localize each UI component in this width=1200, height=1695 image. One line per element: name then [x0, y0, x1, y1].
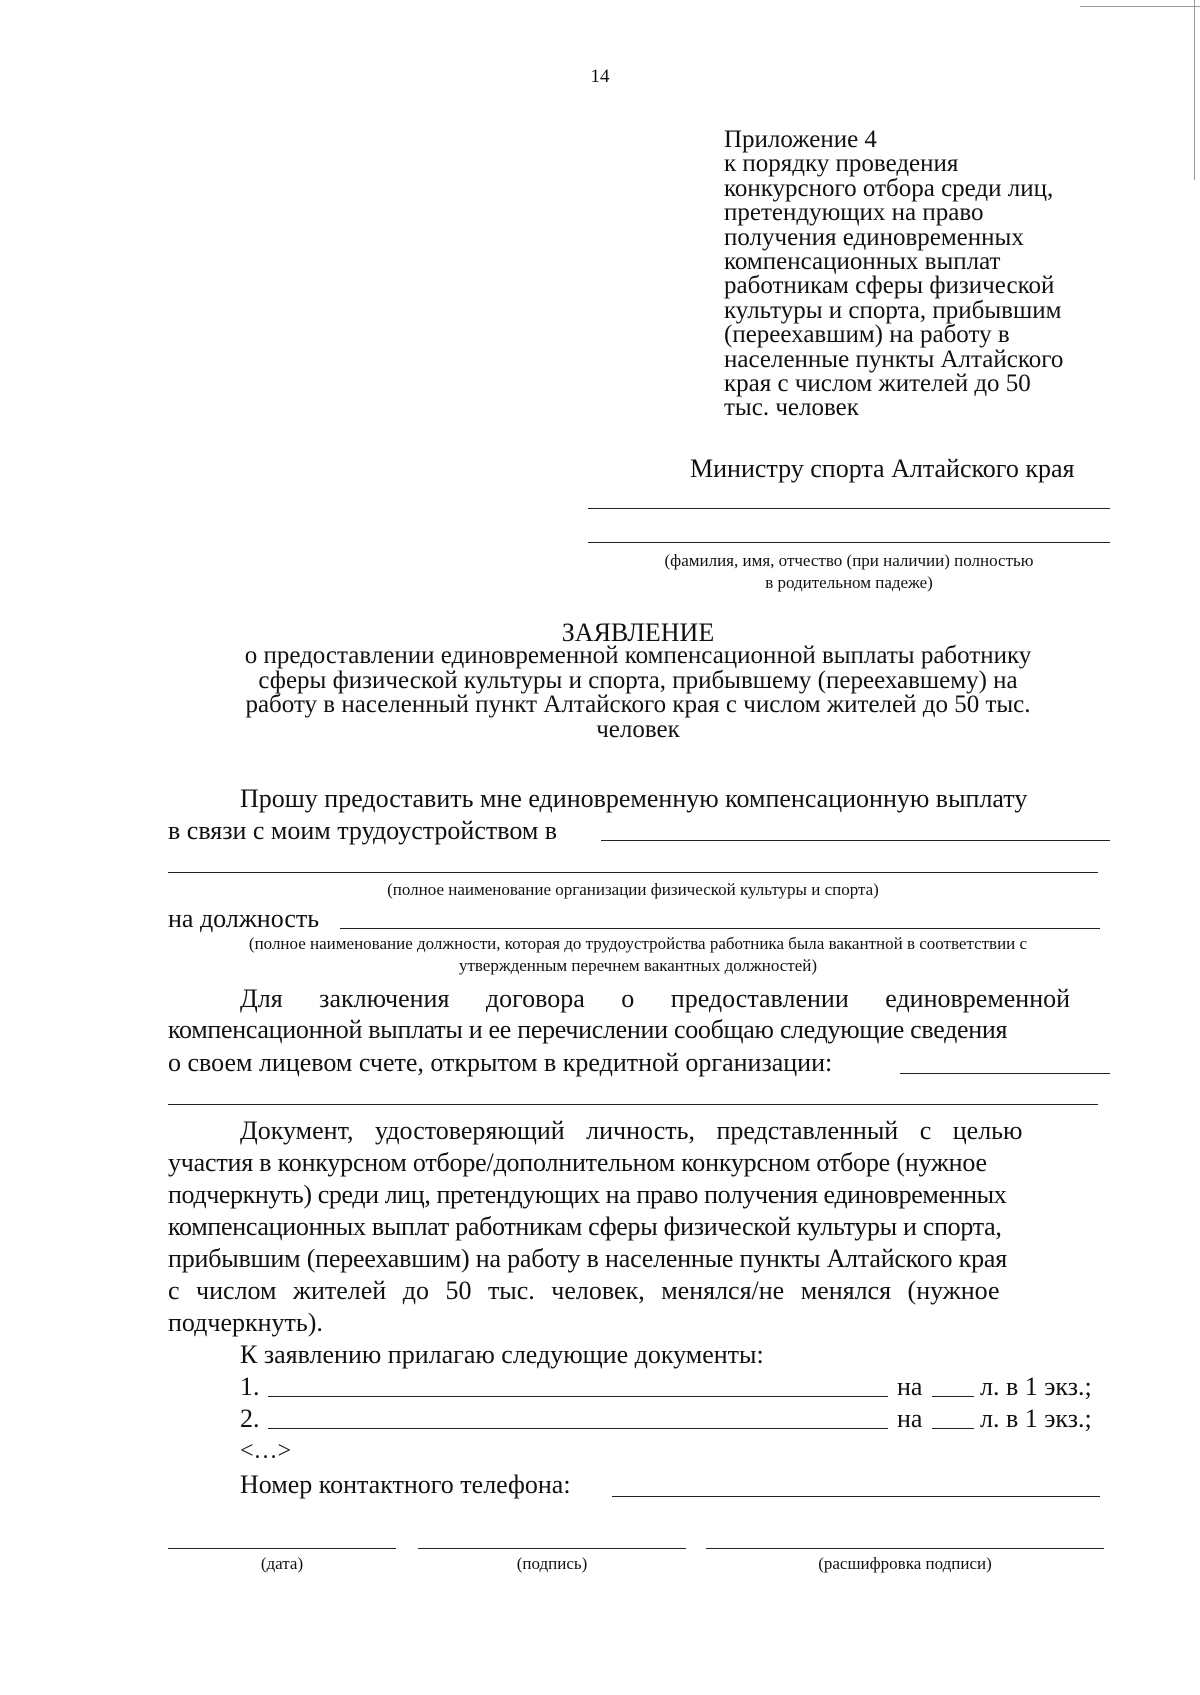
annex-line: края с числом жителей до 50 — [724, 370, 1031, 398]
identity-line-1: Документ, удостоверяющий личность, представленный с целью — [240, 1116, 1023, 1145]
annex-line: конкурсного отбора среди лиц, — [724, 174, 1054, 202]
signature-decode-field[interactable] — [706, 1548, 1104, 1549]
account-line-1: Для заключения договора о предоставлении единовременной — [240, 984, 1071, 1013]
subtitle-line: сферы физической культуры и спорта, прибывшему (переехавшему) на — [258, 666, 1018, 694]
signature-field[interactable] — [418, 1548, 686, 1549]
page-edge-right — [1194, 0, 1195, 180]
organization-field-continuation[interactable] — [168, 872, 1098, 873]
annex-line: тыс. человек — [724, 394, 859, 422]
position-label: на должность — [168, 904, 320, 933]
attachment-suffix: л. в 1 экз.; — [980, 1404, 1092, 1433]
account-line-3: о своем лицевом счете, открытом в кредитной организации: — [168, 1048, 833, 1077]
addressee-name-line-1[interactable] — [588, 508, 1110, 509]
addressee-title: Министру спорта Алтайского края — [690, 454, 1075, 483]
identity-line-5: прибывшим (переехавшим) на работу в населенные пункты Алтайского края — [168, 1244, 1007, 1273]
account-line-2: компенсационной выплаты и ее перечислении сообщаю следующие сведения — [168, 1015, 1008, 1044]
date-caption: (дата) — [260, 1554, 304, 1573]
identity-line-6: с числом жителей до 50 тыс. человек, менялся/не менялся (нужное — [168, 1276, 1000, 1305]
addressee-name-line-2[interactable] — [588, 542, 1110, 543]
addressee-caption-1: (фамилия, имя, отчество (при наличии) полностью — [664, 551, 1034, 570]
signature-decode-caption: (расшифровка подписи) — [818, 1554, 992, 1573]
page-number: 14 — [590, 66, 610, 87]
annex-line: культуры и спорта, прибывшим — [724, 296, 1062, 324]
attachment-number: 2. — [240, 1404, 260, 1433]
organization-field[interactable] — [601, 840, 1110, 841]
request-line-2: в связи с моим трудоустройством в — [168, 816, 558, 845]
request-line-1 — [240, 784, 1110, 814]
date-field[interactable] — [168, 1548, 396, 1549]
annex-line: Приложение 4 — [724, 126, 877, 153]
page-edge-top — [1080, 6, 1200, 7]
attachment-on: на — [897, 1372, 923, 1401]
phone-field[interactable] — [612, 1496, 1100, 1497]
addressee-caption-2: в родительном падеже) — [765, 573, 933, 592]
phone-label: Номер контактного телефона: — [240, 1470, 571, 1499]
identity-line-4: компенсационных выплат работникам сферы физической культуры и спорта, — [168, 1212, 1002, 1241]
attachment-suffix: л. в 1 экз.; — [980, 1372, 1092, 1401]
identity-line-3: подчеркнуть) среди лиц, претендующих на право получения единовременных — [168, 1180, 1007, 1209]
position-field[interactable] — [340, 928, 1100, 929]
attachment-on: на — [897, 1404, 923, 1433]
account-field[interactable] — [900, 1073, 1110, 1074]
identity-line-7: подчеркнуть). — [168, 1308, 323, 1337]
document-title: ЗАЯВЛЕНИЕ — [561, 618, 715, 647]
annex-line: к порядку проведения — [724, 150, 959, 178]
annex-line: претендующих на право — [724, 199, 984, 227]
subtitle-line: человек — [596, 715, 680, 743]
attachment-2-pages-field[interactable] — [932, 1428, 974, 1429]
identity-line-2: участия в конкурсном отборе/дополнительном конкурсном отборе (нужное — [168, 1148, 987, 1177]
subtitle-line: работу в населенный пункт Алтайского края с числом жителей до 50 тыс. — [245, 691, 1031, 718]
subtitle-line: о предоставлении единовременной компенсационной выплаты работнику — [244, 642, 1032, 669]
attachment-1-pages-field[interactable] — [932, 1396, 974, 1397]
signature-caption: (подпись) — [516, 1554, 588, 1573]
annex-line: получения единовременных — [724, 223, 1024, 251]
attachment-2-field[interactable] — [268, 1428, 888, 1429]
request-text-1: Прошу предоставить мне единовременную компенсационную выплату — [240, 784, 1028, 813]
annex-line: работникам сферы физической — [724, 272, 1055, 300]
attachment-1-field[interactable] — [268, 1396, 888, 1397]
document-subtitle — [168, 644, 1108, 742]
position-caption-1: (полное наименование должности, которая до трудоустройства работника была вакантной в соответствии с — [248, 934, 1028, 953]
annex-line: населенные пункты Алтайского — [724, 345, 1064, 373]
position-caption-2: утвержденным перечнем вакантных должностей) — [458, 956, 818, 975]
organization-caption: (полное наименование организации физической культуры и спорта) — [387, 880, 879, 899]
attachments-intro: К заявлению прилагаю следующие документы: — [240, 1340, 764, 1369]
account-field-continuation[interactable] — [168, 1104, 1098, 1105]
attachment-number: 1. — [240, 1372, 260, 1401]
annex-line: (переехавшим) на работу в — [724, 321, 1010, 349]
attachments-ellipsis: <…> — [240, 1438, 292, 1464]
annex-line: компенсационных выплат — [724, 248, 1001, 276]
annex-block — [724, 128, 1184, 421]
